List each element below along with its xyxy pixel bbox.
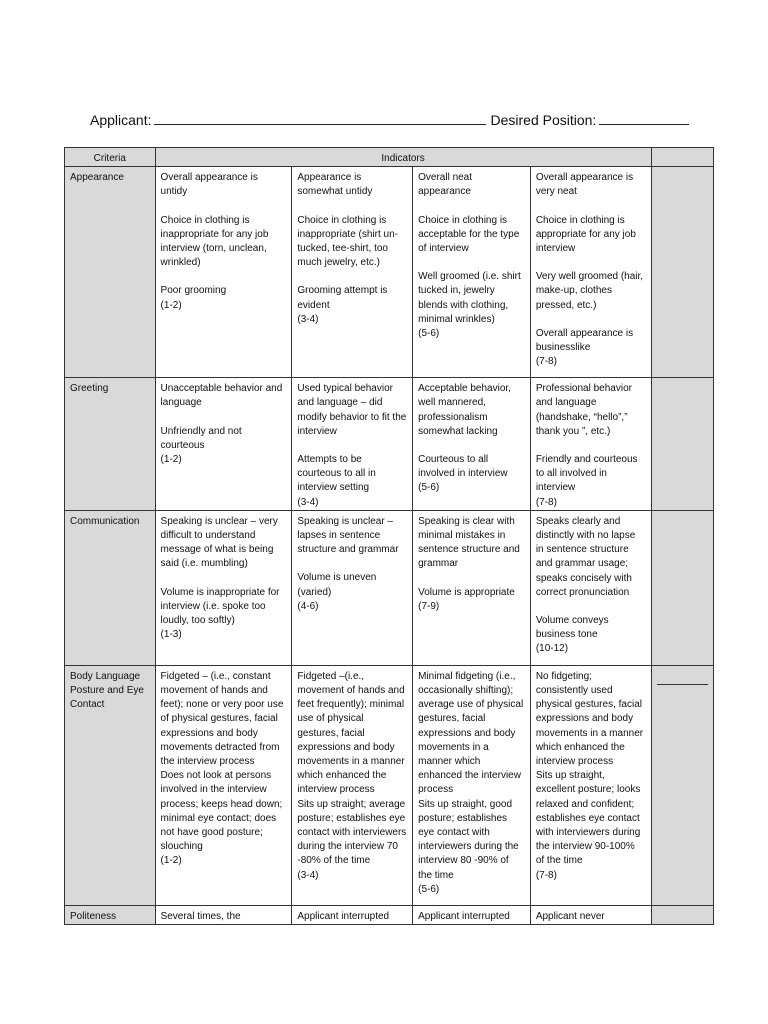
- indicator-cell: Speaking is unclear – very difficult to understand message of what is being said (i.e. mumbling) Volume is inappropriate for interview (i.e. spoke too loudly, too softly) (1-3): [155, 510, 292, 665]
- criteria-communication: Communication: [65, 510, 156, 665]
- score-cell[interactable]: [651, 167, 713, 378]
- indicator-cell: Fidgeted –(i.e., movement of hands and feet frequently); minimal use of physical gestures, facial expressions and body movements in a manner which enhanced the interview process Sits up straight; average posture; establishes eye contact with interviewers during the interview 70 -80% of the time (3-4): [292, 665, 413, 905]
- score-cell[interactable]: [651, 665, 713, 905]
- indicator-cell: Speaking is unclear – lapses in sentence structure and grammar Volume is uneven (varied) (4-6): [292, 510, 413, 665]
- table-row: [65, 167, 714, 378]
- score-cell[interactable]: [651, 905, 713, 924]
- indicator-cell: Minimal fidgeting (i.e., occasionally shifting); average use of physical gestures, facial expressions and body movements in a manner which enhanced the interview process Sits up straight, good posture; establishes eye contact with interviewers during the interview 80 -90% of the time (5-6): [413, 665, 531, 905]
- criteria-body-language: Body Language Posture and Eye Contact: [65, 665, 156, 905]
- indicator-cell: Overall appearance is untidy Choice in clothing is inappropriate for any job interview (torn, unclean, wrinkled) Poor grooming (1-2): [155, 167, 292, 378]
- indicator-cell: Applicant never: [530, 905, 651, 924]
- score-cell[interactable]: [651, 510, 713, 665]
- criteria-header: Criteria: [65, 148, 156, 167]
- criteria-appearance: Appearance: [65, 167, 156, 378]
- indicator-cell: No fidgeting; consistently used physical gestures, facial expressions and body movements in a manner which enhanced the interview process Sits up straight, excellent posture; looks relaxed and confident; establishes eye contact with interviewers during the interview 90-100% of the time (7-8): [530, 665, 651, 905]
- applicant-header: [90, 110, 689, 128]
- interview-rubric-table: [64, 147, 714, 925]
- desired-position-line[interactable]: [599, 110, 689, 125]
- indicator-cell: Several times, the: [155, 905, 292, 924]
- desired-position-label: Desired Position:: [490, 112, 597, 128]
- table-row: [65, 510, 714, 665]
- table-header-row: [65, 148, 714, 167]
- indicator-cell: Applicant interrupted: [292, 905, 413, 924]
- indicator-cell: Professional behavior and language (handshake, “hello”,” thank you ”, etc.) Friendly and courteous to all involved in interview (7-8): [530, 378, 651, 511]
- score-divider: [657, 670, 708, 685]
- indicator-cell: Overall neat appearance Choice in clothing is acceptable for the type of interview Well groomed (i.e. shirt tucked in, jewelry blends with clothing, minimal wrinkles) (5-6): [413, 167, 531, 378]
- table-row: [65, 378, 714, 511]
- indicator-cell: Appearance is somewhat untidy Choice in clothing is inappropriate (shirt un-tucked, tee-shirt, too much jewelry, etc.) Grooming attempt is evident (3-4): [292, 167, 413, 378]
- indicators-header: Indicators: [155, 148, 651, 167]
- score-header: [651, 148, 713, 167]
- applicant-label: Applicant:: [90, 112, 152, 128]
- score-cell[interactable]: [651, 378, 713, 511]
- indicator-cell: Applicant interrupted: [413, 905, 531, 924]
- indicator-cell: Fidgeted – (i.e., constant movement of hands and feet); none or very poor use of physical gestures, facial expressions and body movements detracted from the interview process Does not look at persons involved in the interview process; keeps head down; minimal eye contact; does not have good posture; slouching (1-2): [155, 665, 292, 905]
- applicant-name-line[interactable]: [154, 110, 486, 125]
- indicator-cell: Speaking is clear with minimal mistakes in sentence structure and grammar Volume is appropriate (7-9): [413, 510, 531, 665]
- indicator-cell: Acceptable behavior, well mannered, professionalism somewhat lacking Courteous to all involved in interview (5-6): [413, 378, 531, 511]
- indicator-cell: Unacceptable behavior and language Unfriendly and not courteous (1-2): [155, 378, 292, 511]
- indicator-cell: Overall appearance is very neat Choice in clothing is appropriate for any job interview Very well groomed (hair, make-up, clothes pressed, etc.) Overall appearance is businesslike (7-8): [530, 167, 651, 378]
- indicator-cell: Speaks clearly and distinctly with no lapse in sentence structure and grammar usage; speaks concisely with correct pronunciation Volume conveys business tone (10-12): [530, 510, 651, 665]
- indicator-cell: Used typical behavior and language – did modify behavior to fit the interview Attempts to be courteous to all in interview setting (3-4): [292, 378, 413, 511]
- table-row: [65, 665, 714, 905]
- criteria-politeness: Politeness: [65, 905, 156, 924]
- table-row: [65, 905, 714, 924]
- criteria-greeting: Greeting: [65, 378, 156, 511]
